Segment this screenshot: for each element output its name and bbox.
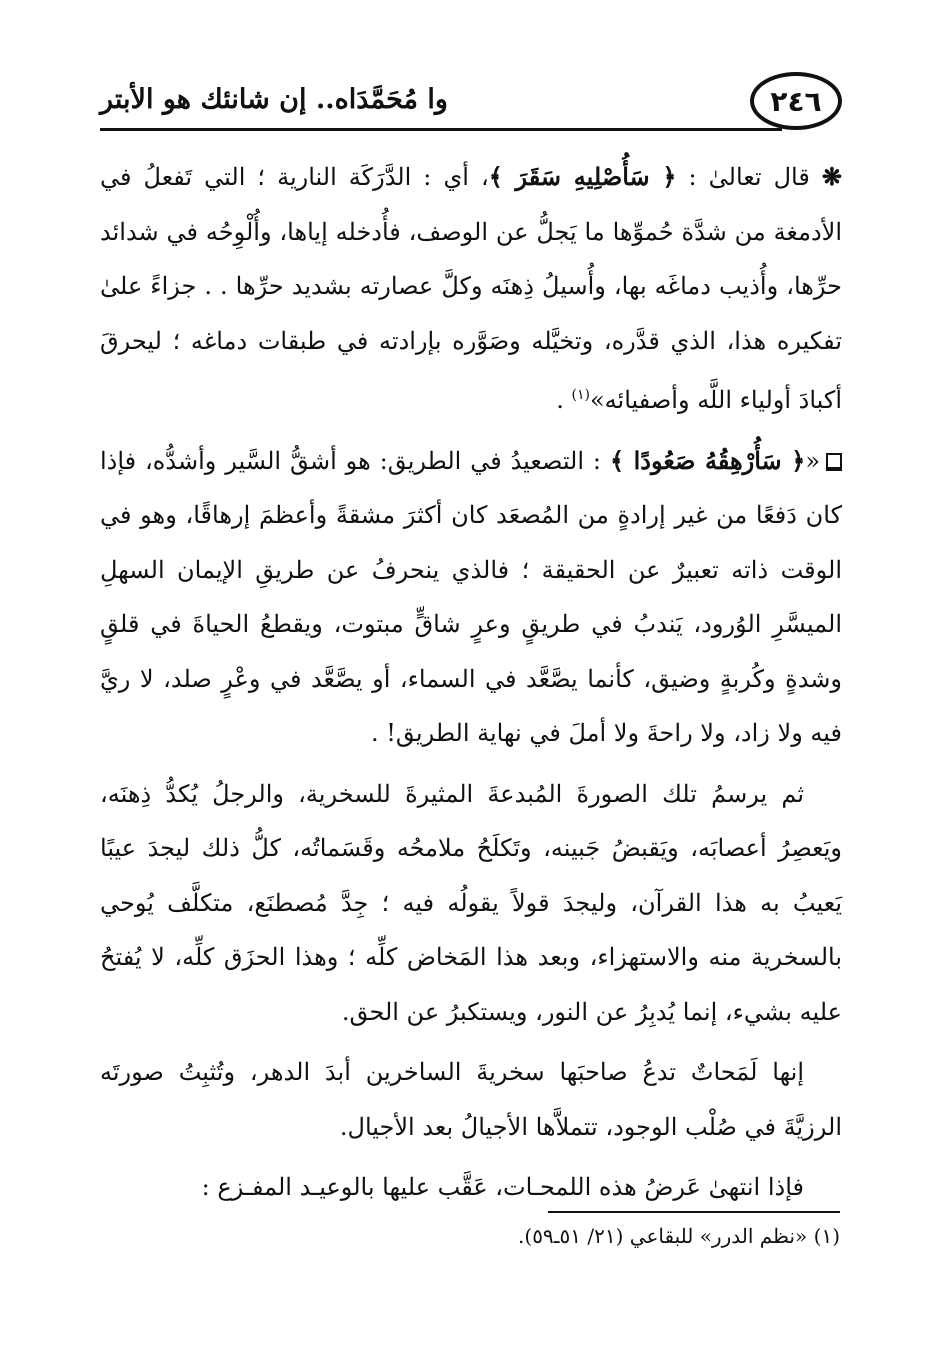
- paragraph-2-text: : التصعيدُ في الطريق: هو أشقُّ السَّير وأشدُّه، فإذا كان دَفعًا من غير إرادةٍ من المُصعَد كان أكثرَ مشقةً وأعظمَ إرهاقًا، وهو في الوقت ذاته تعبيرٌ عن الحقيقة ؛ فالذي ينحرفُ عن طريقِ الإيمان السهلِ الميسَّرِ الوُرود، يَندبُ في طريقٍ وعرٍ شاقٍّ مبتوت، ويقطعُ الحياةَ في قلقٍ وشدةٍ وكُربةٍ وضيق، كأنما يصَّعَّد في السماء، أو يصَّعَّد في وعْرٍ صلد، لا ريَّ فيه ولا زاد، ولا راحةَ ولا أملَ في نهاية الطريق! .: [100, 446, 843, 747]
- paragraph-1-text: ، أي : الدَّرَكَة النارية ؛ التي تَفعلُ في الأدمغة من شدَّة حُموِّها ما يَجلُّ عن الوصف، فأُدخله إياها، وأُلْوِحُه في شدائد حرِّها، وأُذيب دماغَه بها، وأُسيلُ ذِهنَه وكلَّ عصارته بشديد حرِّها . . جزاءً علىٰ تفكيره هذا، الذي قدَّره، وتخيَّله وصَوَّره بإرادته في طبقات دماغه ؛ ليحرقَ أكبادَ أولياء اللَّه وأصفيائه»: [100, 163, 842, 414]
- paragraph-4: إنها لَمَحاتٌ تدعُ صاحبَها سخريةَ الساخرين أبدَ الدهر، وتُثبِتُ صورتَه الرزيَّةَ في صُلْب الوجود، تتملاَّها الأجيالُ بعد الأجيال.: [100, 1058, 842, 1141]
- page-number: ٢٤٦: [750, 72, 842, 130]
- footnote-reference: (١): [571, 387, 590, 403]
- asterism-marker: ❋: [821, 162, 842, 191]
- page-header: [100, 70, 842, 140]
- quran-verse: ﴿ سَأُرْهِقُهُ صَعُودًا ﴾: [609, 445, 806, 475]
- running-title: وا مُحَمَّدَاه.. إن شانئك هو الأبتر: [100, 84, 448, 115]
- paragraph-1-end: .: [556, 386, 572, 414]
- footnote: (١) «نظم الدرر» للبقاعي (٢١/ ٥١ـ٥٩).: [518, 1224, 840, 1248]
- paragraph-1-lead: قال تعالىٰ :: [688, 163, 810, 191]
- paragraph-2: [100, 434, 842, 761]
- footnote-rule: [548, 1211, 840, 1213]
- quran-verse: ﴿ سَأُصْلِيهِ سَقَرَ ﴾: [488, 162, 677, 191]
- paragraph-5: فإذا انتهىٰ عَرضُ هذه اللمحـات، عَقَّب عليها بالوعيـد المفـزع :: [201, 1173, 804, 1201]
- paragraph-2-lead: «: [805, 446, 821, 475]
- paragraph-1: [100, 150, 842, 428]
- header-rule: [100, 128, 782, 131]
- paragraph-3: ثم يرسمُ تلك الصورةَ المُبدعةَ المثيرةَ للسخرية، والرجلُ يُكدُّ ذِهنَه، ويَعصِرُ أعصابَه، ويَقبضُ جَبينه، وتَكلَحُ ملامحُه وقَسَماتُه، كلُّ ذلك ليجدَ عيبًا يَعيبُ به هذا القرآن، وليجدَ قولاً يقولُه فيه ؛ جِدَّ مُصطنَع، متكلَّف يُوحي بالسخرية منه والاستهزاء، وبعد هذا المَخاض كلِّه ؛ وهذا الحزَق كلِّه، لا يُفتحُ عليه بشيء، إنما يُدبِرُ عن النور، ويستكبرُ عن الحق.: [100, 779, 842, 1026]
- square-bullet-icon: [826, 453, 842, 471]
- page-body: [100, 150, 842, 1221]
